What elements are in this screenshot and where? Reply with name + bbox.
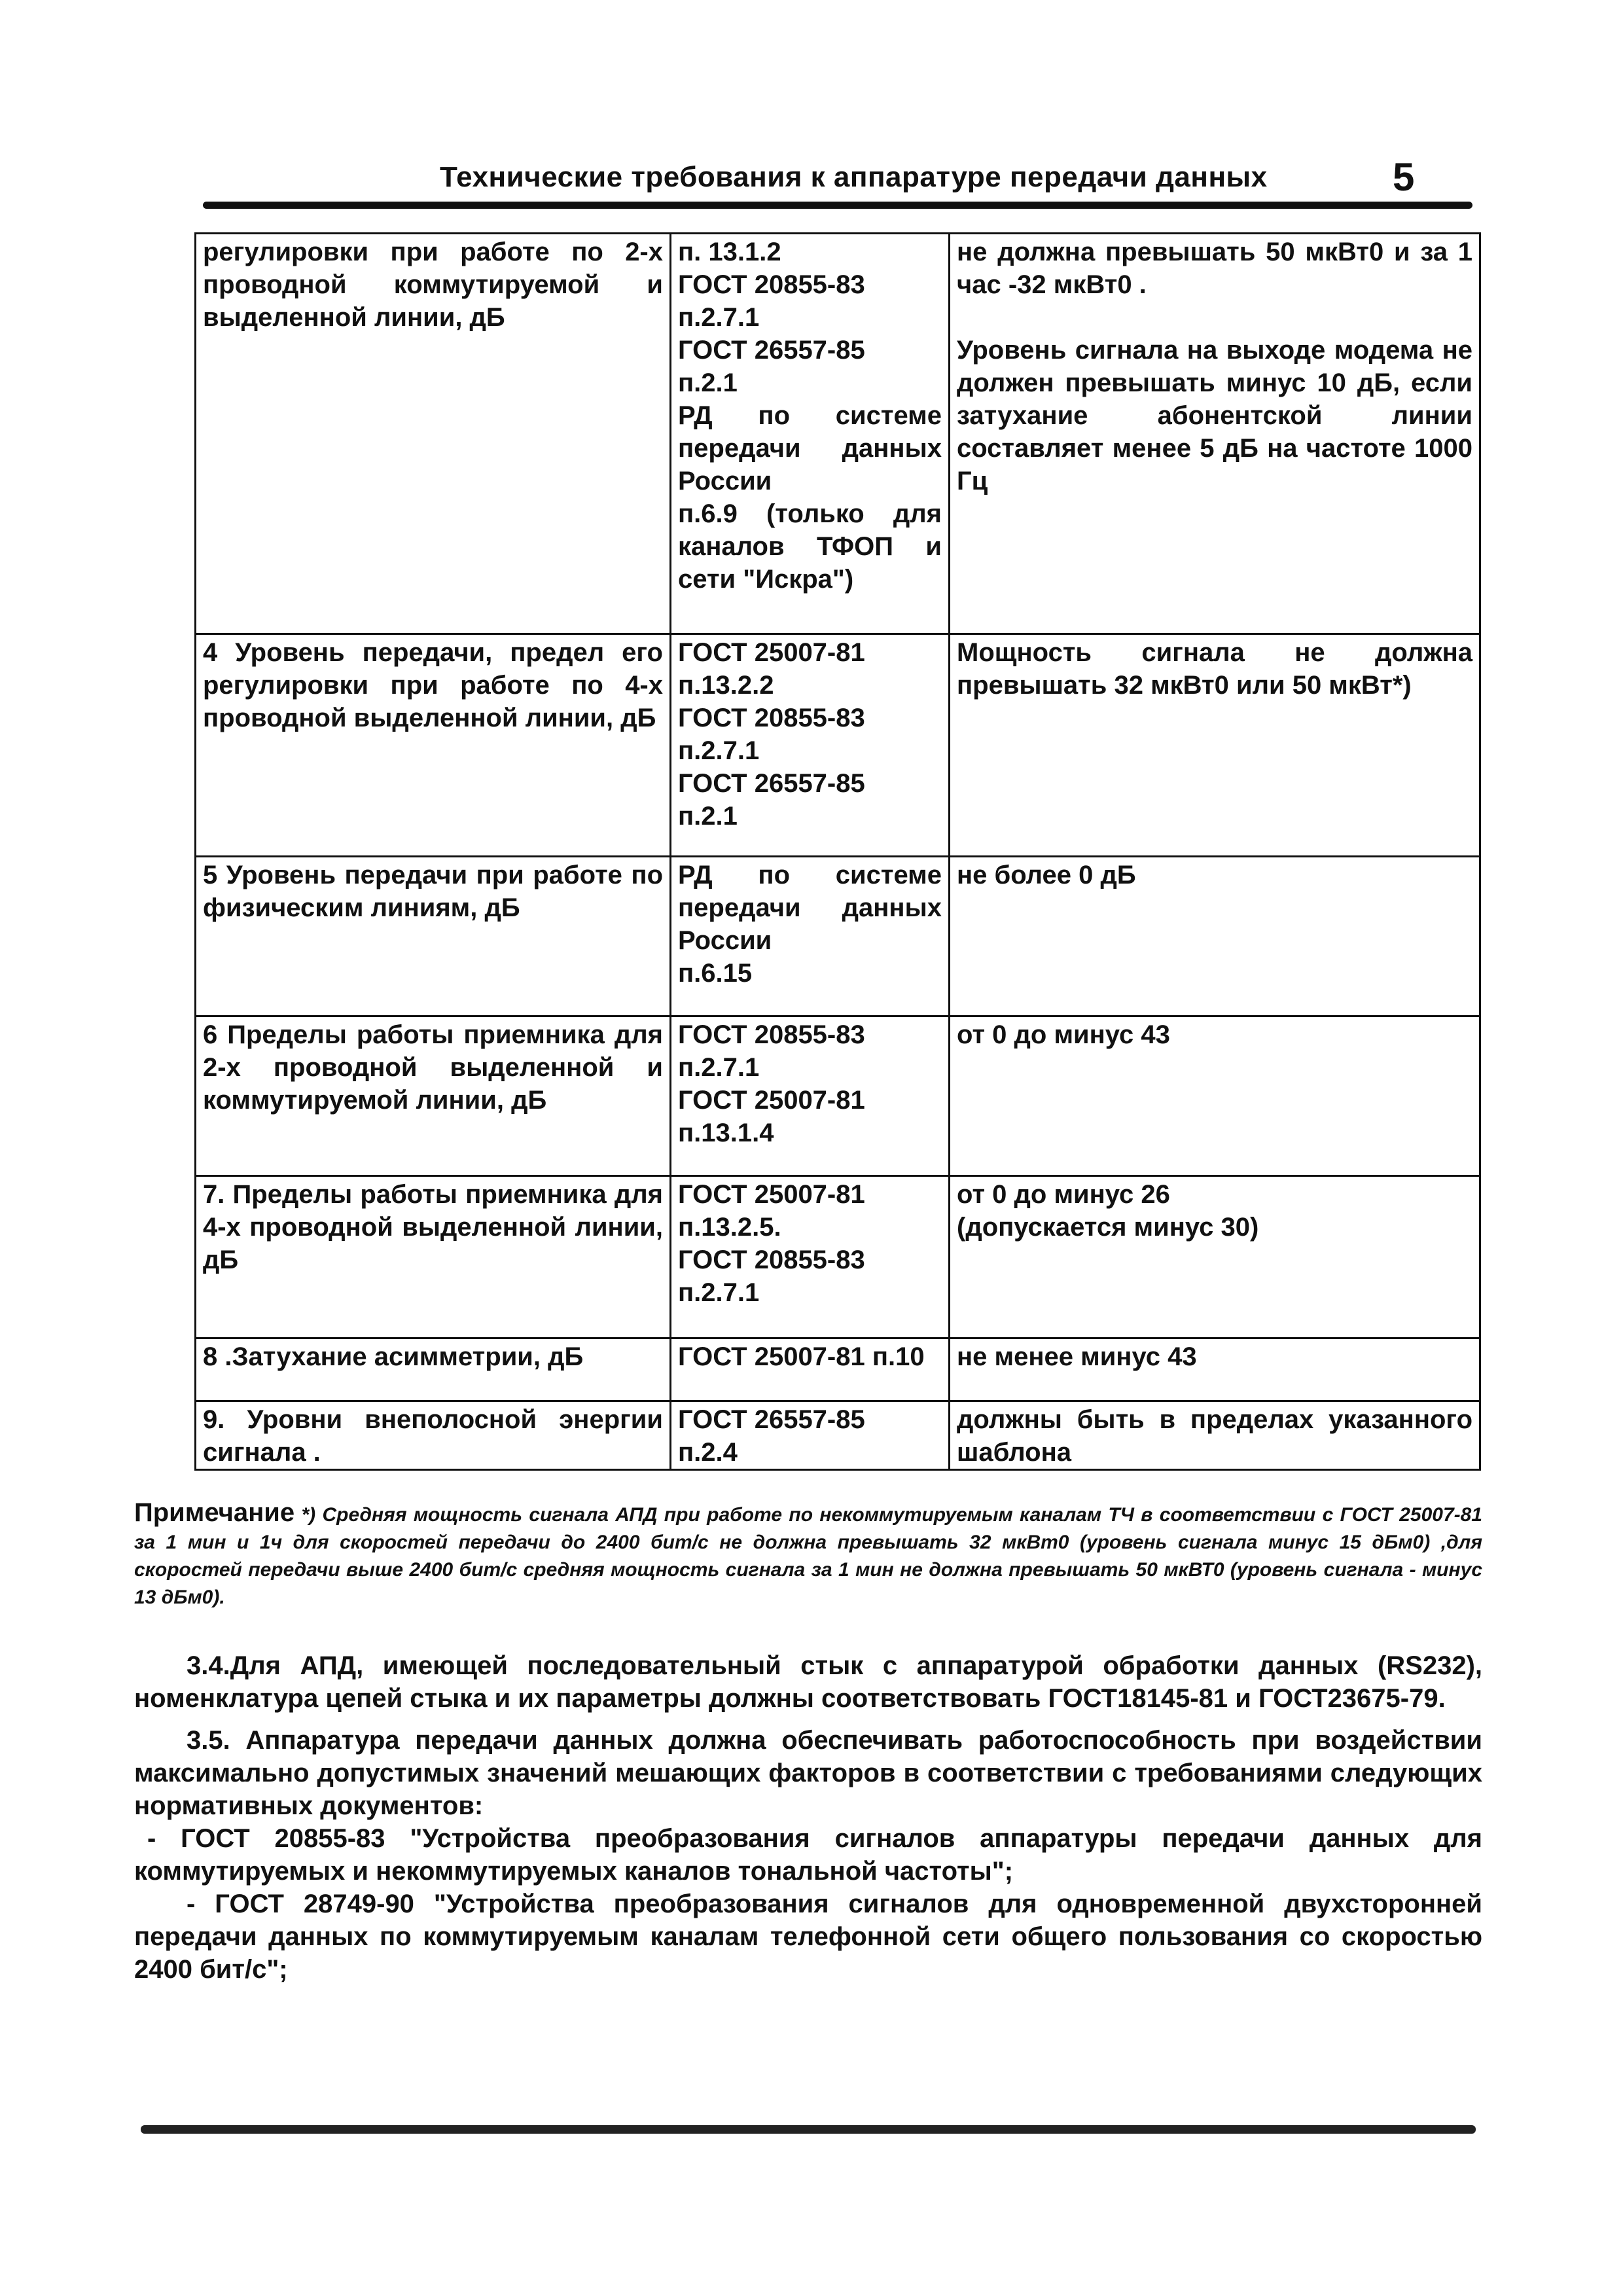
ref-line: РД по системе передачи данных России xyxy=(678,401,942,495)
table-row xyxy=(196,1401,1480,1470)
paragraph-3-4: 3.4.Для АПД, имеющей последовательный стык с аппаратурой обработки данных (RS232), номенклатура цепей стыка и их параметры должны соответствовать ГОСТ18145-81 и ГОСТ23675-79. xyxy=(134,1651,1482,1713)
ref-line: РД по системе передачи данных России xyxy=(678,861,942,955)
req-cell xyxy=(950,1176,1480,1338)
table-row xyxy=(196,634,1480,857)
param-cell: 9. Уровни внеполосной энергии сигнала . xyxy=(196,1401,671,1470)
note-text: *) Средняя мощность сигнала АПД при работе по некоммутируемым каналам ТЧ в соответствии с ГОСТ 25007-81 за 1 мин и 1ч для скоростей передачи до 2400 бит/с не должна превышать 32 мкВт0 (уровень сигнала минус 15 дБм0) ,для скоростей передачи выше 2400 бит/с средняя мощность сигнала за 1 мин не должна превышать 50 мкВТ0 (уровень сигнала - минус 13 дБм0). xyxy=(134,1504,1482,1608)
ref-line: ГОСТ 20855-83 xyxy=(678,1246,865,1274)
table-row xyxy=(196,234,1480,634)
ref-line: ГОСТ 25007-81 xyxy=(678,638,865,667)
note-label: Примечание xyxy=(134,1498,295,1527)
ref-line: ГОСТ 20855-83 xyxy=(678,704,865,732)
req-cell xyxy=(950,1338,1480,1401)
req-line: не более 0 дБ xyxy=(957,861,1136,889)
ref-line: ГОСТ 25007-81 xyxy=(678,1180,865,1209)
ref-line: ГОСТ 26557-85 xyxy=(678,336,865,365)
ref-line: ГОСТ 25007-81 п.10 xyxy=(678,1342,925,1371)
requirements-table xyxy=(194,232,1481,1471)
param-cell: 4 Уровень передачи, предел его регулировки при работе по 4-х проводной выделенной линии, дБ xyxy=(196,634,671,857)
ref-line: п. 13.1.2 xyxy=(678,238,781,266)
footer-rule xyxy=(141,2125,1476,2134)
ref-line: п.2.7.1 xyxy=(678,736,760,765)
param-cell: 5 Уровень передачи при работе по физическим линиям, дБ xyxy=(196,857,671,1016)
list-item: - ГОСТ 20855-83 "Устройства преобразования сигналов аппаратуры передачи данных для коммутируемых и некоммутируемых каналов тональной частоты"; xyxy=(134,1824,1482,1886)
paragraph-3-5: 3.5. Аппаратура передачи данных должна обеспечивать работоспособность при воздействии максимально допустимых значений мешающих факторов в соответствии с требованиями следующих нормативных документов: xyxy=(134,1726,1482,1820)
ref-line: п.2.7.1 xyxy=(678,1053,760,1082)
ref-line: п.2.1 xyxy=(678,368,738,397)
ref-line: п.2.7.1 xyxy=(678,303,760,332)
param-cell: 6 Пределы работы приемника для 2-х проводной выделенной и коммутируемой линии, дБ xyxy=(196,1016,671,1176)
table-row xyxy=(196,857,1480,1016)
param-cell: 8 .Затухание асимметрии, дБ xyxy=(196,1338,671,1401)
ref-cell xyxy=(671,634,950,857)
ref-cell xyxy=(671,1176,950,1338)
page-number: 5 xyxy=(1393,155,1415,199)
req-line: от 0 до минус 26 xyxy=(957,1180,1170,1209)
table-row xyxy=(196,1016,1480,1176)
ref-cell xyxy=(671,1401,950,1470)
param-cell: регулировки при работе по 2-х проводной коммутируемой и выделенной линии, дБ xyxy=(196,234,671,634)
list-item: - ГОСТ 28749-90 "Устройства преобразования сигналов для одновременной двухсторонней передачи данных по коммутируемым каналам телефонной сети общего пользования со скоростью 2400 бит/с"; xyxy=(134,1890,1482,1984)
req-line: Мощность сигнала не должна превышать 32 мкВт0 или 50 мкВт*) xyxy=(957,638,1472,700)
ref-line: ГОСТ 26557-85 xyxy=(678,769,865,798)
body-text xyxy=(134,1649,1482,1995)
header-rule xyxy=(203,202,1472,209)
ref-line: п.2.7.1 xyxy=(678,1278,760,1307)
req-cell xyxy=(950,1401,1480,1470)
req-cell xyxy=(950,634,1480,857)
req-line: Уровень сигнала на выходе модема не должен превышать минус 10 дБ, если затухание абонентской линии составляет менее 5 дБ на частоте 1000 Гц xyxy=(957,336,1472,495)
req-cell xyxy=(950,857,1480,1016)
req-line: не менее минус 43 xyxy=(957,1342,1197,1371)
req-cell xyxy=(950,234,1480,634)
ref-cell xyxy=(671,857,950,1016)
param-cell: 7. Пределы работы приемника для 4-х проводной выделенной линии, дБ xyxy=(196,1176,671,1338)
ref-line: п.2.4 xyxy=(678,1438,738,1467)
req-line: (допускается минус 30) xyxy=(957,1213,1259,1242)
ref-cell xyxy=(671,1338,950,1401)
req-line: не должна превышать 50 мкВт0 и за 1 час -32 мкВт0 . xyxy=(957,238,1472,299)
req-line: от 0 до минус 43 xyxy=(957,1020,1170,1049)
table-row xyxy=(196,1176,1480,1338)
req-line: должны быть в пределах указанного шаблона xyxy=(957,1405,1472,1467)
ref-line: ГОСТ 20855-83 xyxy=(678,1020,865,1049)
page-header-title: Технические требования к аппаратуре передачи данных xyxy=(440,161,1268,193)
req-cell xyxy=(950,1016,1480,1176)
ref-line: п.6.9 (только для каналов ТФОП и сети "Искра") xyxy=(678,499,942,594)
ref-cell xyxy=(671,234,950,634)
ref-line: п.13.2.2 xyxy=(678,671,774,700)
ref-line: п.13.1.4 xyxy=(678,1119,774,1147)
ref-line: п.2.1 xyxy=(678,802,738,831)
ref-line: ГОСТ 20855-83 xyxy=(678,270,865,299)
ref-line: ГОСТ 26557-85 xyxy=(678,1405,865,1434)
ref-cell xyxy=(671,1016,950,1176)
table-row xyxy=(196,1338,1480,1401)
ref-line: п.13.2.5. xyxy=(678,1213,781,1242)
ref-line: п.6.15 xyxy=(678,959,753,988)
ref-line: ГОСТ 25007-81 xyxy=(678,1086,865,1115)
table-footnote xyxy=(134,1499,1482,1611)
